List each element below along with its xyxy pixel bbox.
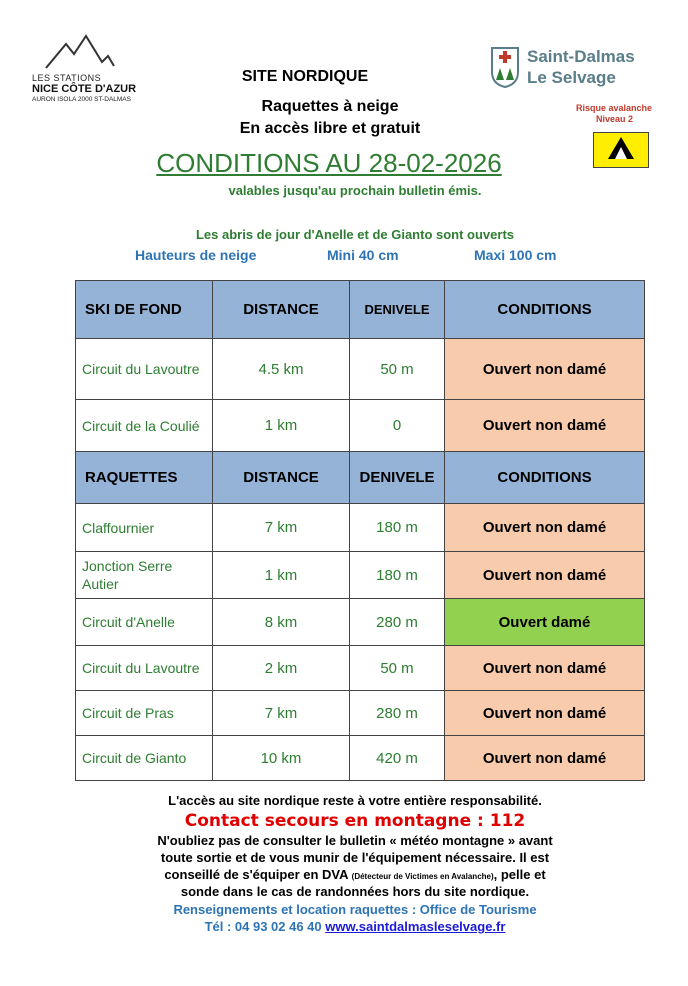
trail-elevation: 420 m (350, 736, 445, 781)
trail-name: Claffournier (76, 504, 213, 552)
trail-distance: 1 km (213, 400, 350, 452)
trail-distance: 4.5 km (213, 339, 350, 400)
ski-header-name: SKI DE FOND (76, 281, 213, 339)
trail-status: Ouvert non damé (445, 736, 645, 781)
advice-line1: N'oubliez pas de consulter le bulletin « météo montagne » avant (157, 833, 553, 848)
raq-header-name: RAQUETTES (76, 452, 213, 504)
trail-name: Circuit de la Coulié (76, 400, 213, 452)
trail-status: Ouvert damé (445, 599, 645, 646)
ski-header-row (76, 281, 645, 339)
trail-status: Ouvert non damé (445, 504, 645, 552)
snow-min: Mini 40 cm (327, 247, 399, 263)
trail-elevation: 180 m (350, 504, 445, 552)
trail-distance: 7 km (213, 691, 350, 736)
tourism-info: Renseignements et location raquettes : Office de Tourisme (173, 902, 537, 917)
table-row (76, 599, 645, 646)
table-row (76, 691, 645, 736)
trail-status: Ouvert non damé (445, 691, 645, 736)
raquettes-title: Raquettes à neige (261, 98, 399, 115)
site-title: SITE NORDIQUE (241, 68, 369, 85)
access-title: En accès libre et gratuit (239, 120, 421, 137)
validity-note: valables jusqu'au prochain bulletin émis. (228, 183, 482, 198)
brand-line1: Saint-Dalmas (527, 47, 635, 66)
contact-line (0, 919, 688, 934)
table-row (76, 339, 645, 400)
table-row (76, 646, 645, 691)
trails-table (75, 280, 645, 781)
trail-elevation: 0 (350, 400, 445, 452)
trail-status: Ouvert non damé (445, 339, 645, 400)
trail-name-line2: Autier (82, 576, 119, 592)
trail-distance: 7 km (213, 504, 350, 552)
snow-max: Maxi 100 cm (474, 247, 557, 263)
trail-name: Circuit d'Anelle (76, 599, 213, 646)
avalanche-level-label: Niveau 2 (596, 114, 634, 124)
table-row (76, 736, 645, 781)
trail-distance: 2 km (213, 646, 350, 691)
mountains-icon (44, 32, 116, 72)
responsibility-note: L'accès au site nordique reste à votre entière responsabilité. (168, 793, 542, 808)
trail-elevation: 280 m (350, 691, 445, 736)
trail-distance: 10 km (213, 736, 350, 781)
trail-name-line1: Jonction Serre (82, 558, 173, 574)
snow-depth-label: Hauteurs de neige (135, 247, 257, 263)
trail-elevation: 280 m (350, 599, 445, 646)
raq-header-row (76, 452, 645, 504)
dva-note: (Détecteur de Victimes en Avalanche) (351, 872, 494, 881)
trail-distance: 8 km (213, 599, 350, 646)
brand-line2: Le Selvage (527, 68, 616, 87)
trail-name: Circuit du Lavoutre (76, 646, 213, 691)
shelters-note: Les abris de jour d'Anelle et de Gianto sont ouverts (195, 227, 515, 242)
logo-line3: AURON ISOLA 2000 ST-DALMAS (32, 96, 131, 103)
advice-line2: toute sortie et de vous munir de l'équipement nécessaire. Il est (160, 850, 550, 865)
ski-header-elevation: DENIVELE (350, 281, 445, 339)
trail-name: Circuit de Gianto (76, 736, 213, 781)
logo-line1: LES STATIONS (32, 73, 102, 83)
advice-line3-a: conseillé de s'équiper en DVA (164, 867, 352, 882)
logo-line2: NICE CÔTE D'AZUR (32, 83, 137, 95)
raq-header-distance: DISTANCE (213, 452, 350, 504)
conditions-title: CONDITIONS AU 28-02-2026 (156, 148, 502, 178)
trail-name: Circuit du Lavoutre (76, 339, 213, 400)
trail-elevation: 180 m (350, 552, 445, 599)
trail-status: Ouvert non damé (445, 552, 645, 599)
avalanche-risk-label: Risque avalanche (576, 103, 653, 113)
raq-header-elevation: DENIVELE (350, 452, 445, 504)
trail-name (76, 552, 213, 599)
phone-number: Tél : 04 93 02 46 40 (204, 919, 326, 934)
advice-line3 (0, 867, 688, 882)
trail-name: Circuit de Pras (76, 691, 213, 736)
ski-header-distance: DISTANCE (213, 281, 350, 339)
trail-status: Ouvert non damé (445, 400, 645, 452)
trail-status: Ouvert non damé (445, 646, 645, 691)
table-row (76, 400, 645, 452)
trail-distance: 1 km (213, 552, 350, 599)
raq-header-conditions: CONDITIONS (445, 452, 645, 504)
advice-line4: sonde dans le cas de randonnées hors du site nordique. (180, 884, 530, 899)
ski-header-conditions: CONDITIONS (445, 281, 645, 339)
table-row (76, 552, 645, 599)
website-link[interactable]: www.saintdalmasleselvage.fr (325, 919, 506, 934)
trail-elevation: 50 m (350, 339, 445, 400)
advice-line3-b: , pelle et (493, 867, 546, 882)
emergency-contact: Contact secours en montagne : 112 (184, 811, 526, 831)
table-row (76, 504, 645, 552)
trail-elevation: 50 m (350, 646, 445, 691)
